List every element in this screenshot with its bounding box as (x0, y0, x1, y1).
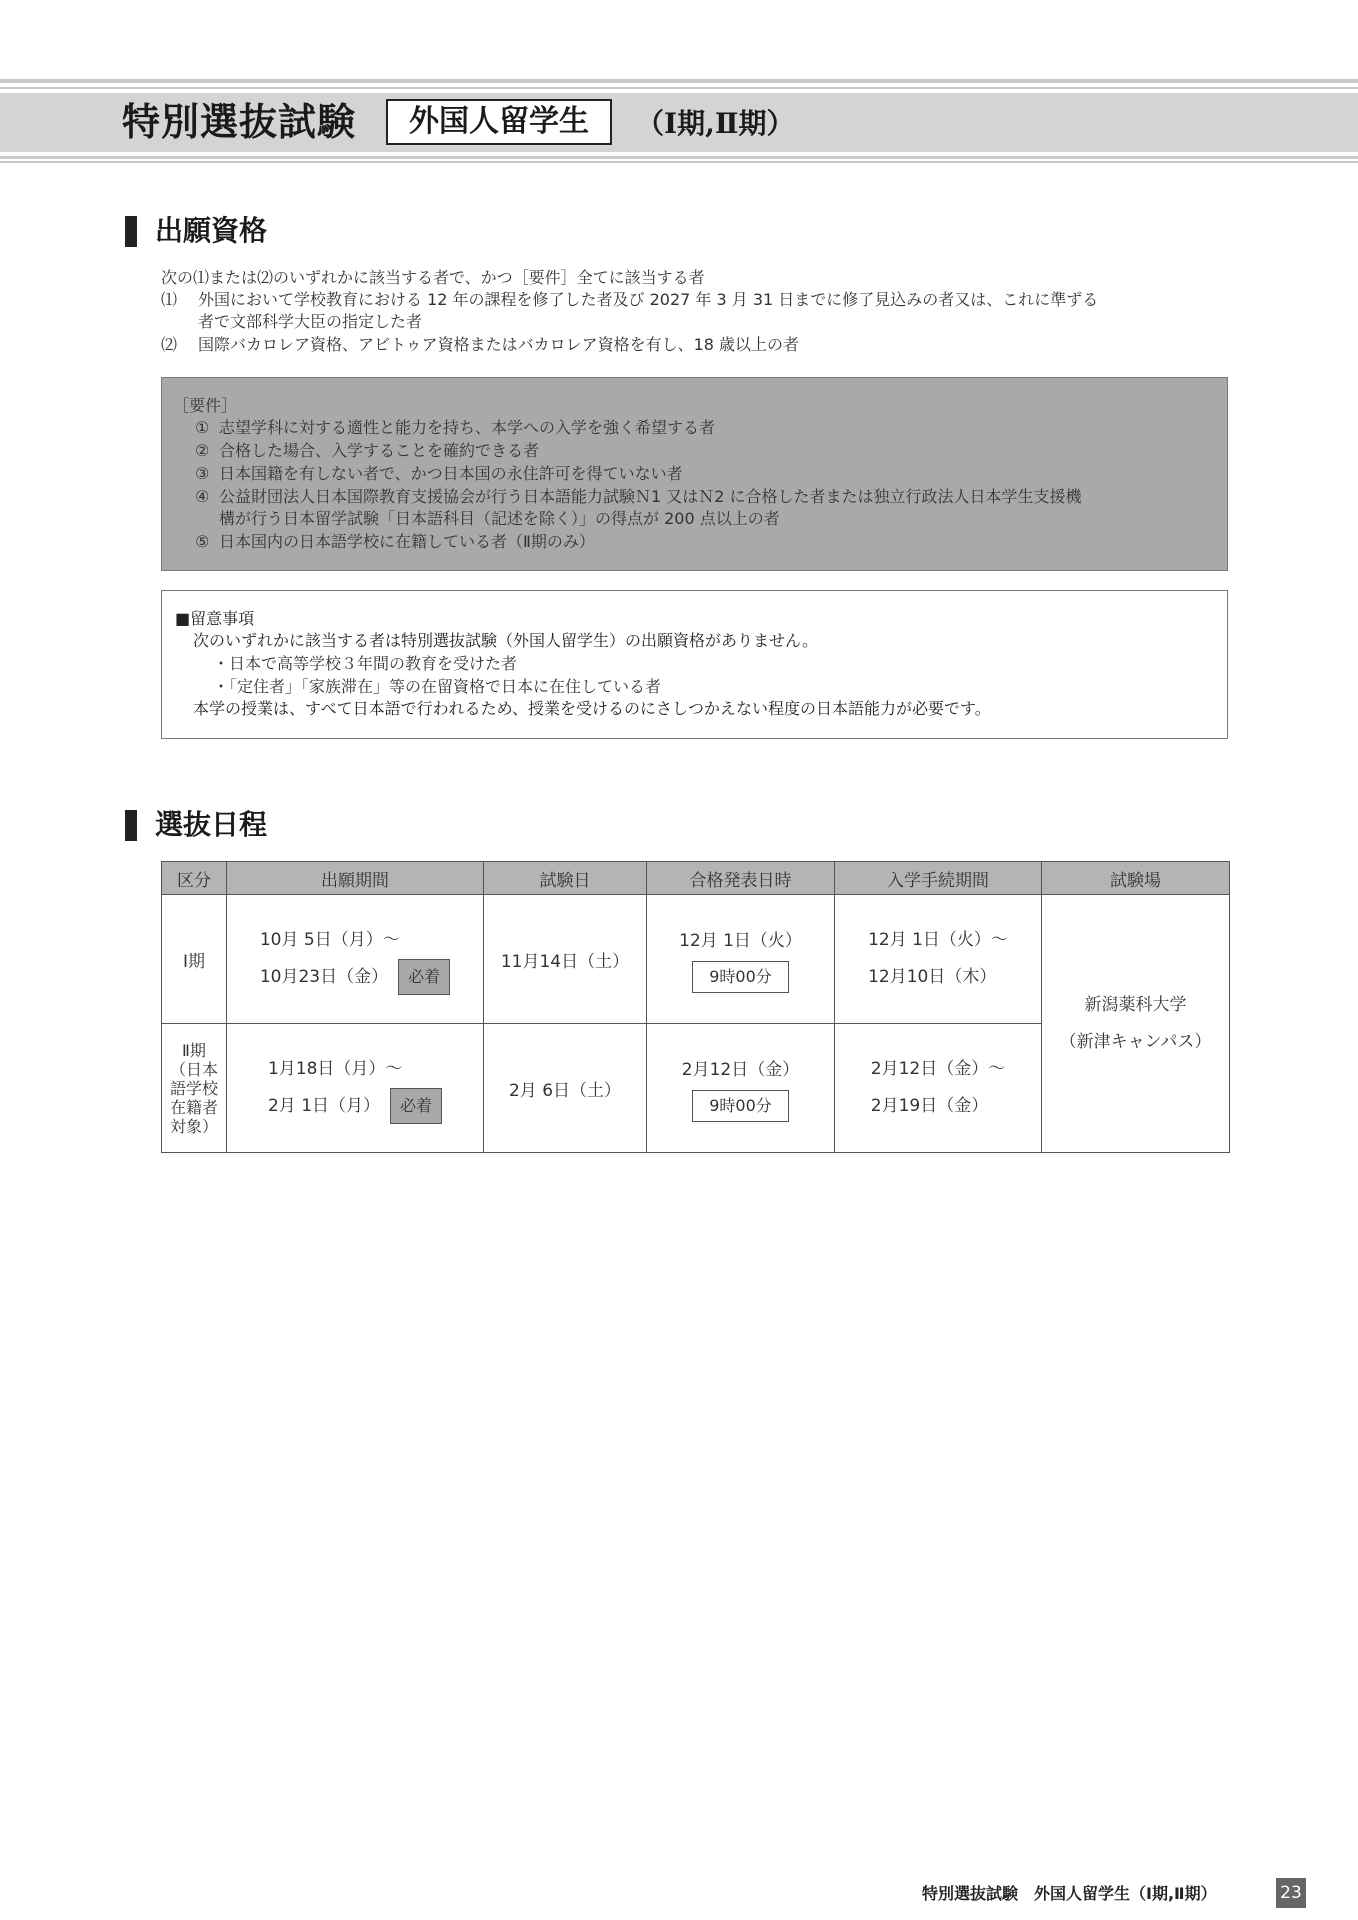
item-number: ⑵ (161, 335, 178, 354)
eligibility-item-text: 外国において学校教育における 12 年の課程を修了した者及び 2027 年 3 月 31 日までに修了見込みの者又は、これに準ずる (198, 290, 1099, 309)
section-marker (125, 216, 137, 247)
column-header: 試験場 (1042, 862, 1230, 895)
procedure-from: 12月 1日（火）～ (868, 930, 1008, 950)
notes-bullet: ・日本で高等学校３年間の教育を受けた者 (213, 654, 518, 673)
requirements-label: ［要件］ (173, 396, 238, 415)
req-number: ③ (195, 464, 210, 483)
notes-lead: 次のいずれかに該当する者は特別選抜試験（外国人留学生）の出願資格がありません。 (193, 631, 818, 650)
arrival-required-tag: 必着 (390, 1088, 442, 1124)
header-bottom-line-2 (0, 161, 1358, 163)
procedure-cell (835, 1024, 1042, 1153)
exam-date: 2月 6日（土） (508, 1080, 622, 1101)
req-text: 日本国籍を有しない者で、かつ日本国の永住許可を得ていない者 (219, 464, 683, 483)
header-top-line-2 (0, 87, 1358, 89)
req-number: ① (195, 418, 210, 437)
announce-date: 2月12日（金） (681, 1060, 800, 1080)
category-note: 在籍者 (169, 1097, 218, 1117)
category-cell (162, 895, 227, 1024)
footer-running-title: 特別選抜試験 外国人留学生（Ⅰ期,Ⅱ期） (922, 1884, 1217, 1903)
req-text: 構が行う日本留学試験「日本語科目（記述を除く）」の得点が 200 点以上の者 (219, 509, 780, 528)
column-header: 出願期間 (227, 862, 484, 895)
procedure-to: 2月19日（金） (870, 1096, 989, 1116)
announce-cell (647, 1024, 835, 1153)
page-number: 23 (1276, 1878, 1306, 1908)
section-title-eligibility: 出願資格 (155, 214, 268, 247)
arrival-required-tag: 必着 (398, 959, 450, 995)
notes-title: ■留意事項 (175, 609, 255, 628)
req-text: 公益財団法人日本国際教育支援協会が行う日本語能力試験Ｎ1 又はＮ2 に合格した者または独立行政法人日本学生支援機 (219, 487, 1082, 506)
page-title: 特別選抜試験 (122, 100, 357, 144)
column-header: 試験日 (484, 862, 647, 895)
category-label: Ⅰ期 (182, 951, 205, 972)
column-header: 区分 (162, 862, 227, 895)
procedure-from: 2月12日（金）～ (870, 1059, 1006, 1079)
venue-name: 新潟薬科大学 (1084, 994, 1187, 1015)
application-to: 2月 1日（月） (267, 1096, 381, 1116)
eligibility-item-text: 国際バカロレア資格、アビトゥア資格またはバカロレア資格を有し、18 歳以上の者 (198, 335, 800, 354)
announce-date: 12月 1日（火） (679, 931, 802, 951)
header-top-line (0, 79, 1358, 83)
category-note: 語学校 (169, 1078, 218, 1098)
category-note: 対象） (169, 1116, 218, 1136)
section-title-schedule: 選抜日程 (155, 808, 268, 841)
schedule-table (161, 861, 1230, 1153)
req-text: 合格した場合、入学することを確約できる者 (219, 441, 540, 460)
category-box: 外国人留学生 (386, 99, 612, 145)
eligibility-item-text: 者で文部科学大臣の指定した者 (198, 312, 423, 331)
application-from: 10月 5日（月）～ (259, 930, 400, 950)
table-header-row (162, 862, 1230, 895)
notes-closing: 本学の授業は、すべて日本語で行われるため、授業を受けるのにさしつかえない程度の日本語能力が必要です。 (193, 699, 991, 718)
venue-cell (1042, 895, 1230, 1153)
announce-time: 9時00分 (692, 961, 789, 993)
category-note: （日本 (169, 1059, 218, 1079)
procedure-to: 12月10日（木） (868, 967, 997, 987)
venue-campus: （新津キャンパス） (1059, 1031, 1212, 1052)
item-number: ⑴ (161, 290, 178, 309)
notes-bullet: ・「定住者」「家族滞在」等の在留資格で日本に在住している者 (213, 677, 662, 696)
req-text: 志望学科に対する適性と能力を持ち、本学への入学を強く希望する者 (219, 418, 716, 437)
exam-date-cell (484, 1024, 647, 1153)
eligibility-intro: 次の⑴または⑵のいずれかに該当する者で、かつ［要件］全てに該当する者 (161, 268, 705, 287)
column-header: 入学手続期間 (835, 862, 1042, 895)
table-row (162, 895, 1230, 1024)
req-number: ② (195, 441, 210, 460)
req-number: ④ (195, 487, 210, 506)
header-bottom-line (0, 156, 1358, 159)
req-number: ⑤ (195, 532, 210, 551)
application-period-cell (227, 1024, 484, 1153)
column-header: 合格発表日時 (647, 862, 835, 895)
category-cell (162, 1024, 227, 1153)
exam-date-cell (484, 895, 647, 1024)
application-from: 1月18日（月）～ (267, 1059, 403, 1079)
procedure-cell (835, 895, 1042, 1024)
application-to: 10月23日（金） (259, 967, 389, 987)
application-period-cell (227, 895, 484, 1024)
category-label: Ⅱ期 (182, 1040, 206, 1060)
section-marker (125, 810, 137, 841)
announce-cell (647, 895, 835, 1024)
exam-date: 11月14日（土） (500, 951, 630, 972)
announce-time: 9時00分 (692, 1090, 789, 1122)
period-label: （Ⅰ期,Ⅱ期） (636, 107, 795, 140)
req-text: 日本国内の日本語学校に在籍している者（Ⅱ期のみ） (219, 532, 595, 551)
